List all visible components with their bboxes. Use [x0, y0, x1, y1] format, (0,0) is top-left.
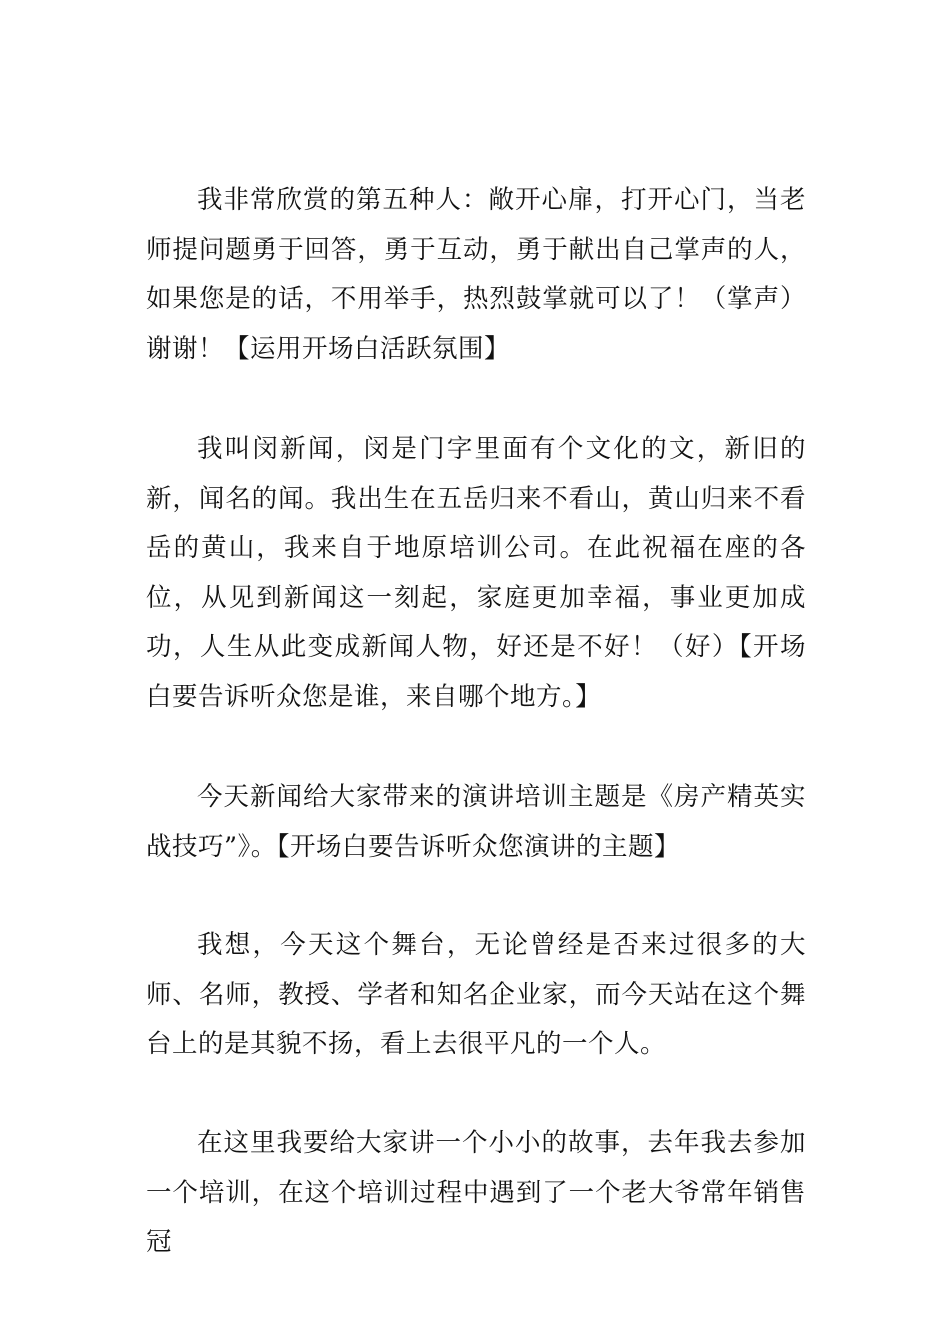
- paragraph-self-introduction: 我叫闵新闻，闵是门字里面有个文化的文，新旧的新，闻名的闻。我出生在五岳归来不看山，黄山归来不看岳的黄山，我来自于地原培训公司。在此祝福在座的各位，从见到新闻这一刻起，家庭更加幸福，事业更加成功，人生从此变成新闻人物，好还是不好！（好）【开场白要告诉听众您是谁，来自哪个地方。】: [146, 434, 806, 712]
- paragraph-stage: 我想，今天这个舞台，无论曾经是否来过很多的大师、名师，教授、学者和知名企业家，而今天站在这个舞台上的是其貌不扬，看上去很平凡的一个人。: [146, 930, 806, 1059]
- paragraph-speech-topic: 今天新闻给大家带来的演讲培训主题是《房产精英实战技巧”》。【开场白要告诉听众您演讲的主题】: [146, 782, 806, 862]
- paragraph-fifth-kind-of-person: 我非常欣赏的第五种人：敞开心扉，打开心门，当老师提问题勇于回答，勇于互动，勇于献出自己掌声的人，如果您是的话，不用举手，热烈鼓掌就可以了！（掌声）谢谢！【运用开场白活跃氛围】: [146, 185, 806, 364]
- paragraph-story: 在这里我要给大家讲一个小小的故事，去年我去参加一个培训，在这个培训过程中遇到了一个老大爷常年销售冠: [146, 1128, 806, 1257]
